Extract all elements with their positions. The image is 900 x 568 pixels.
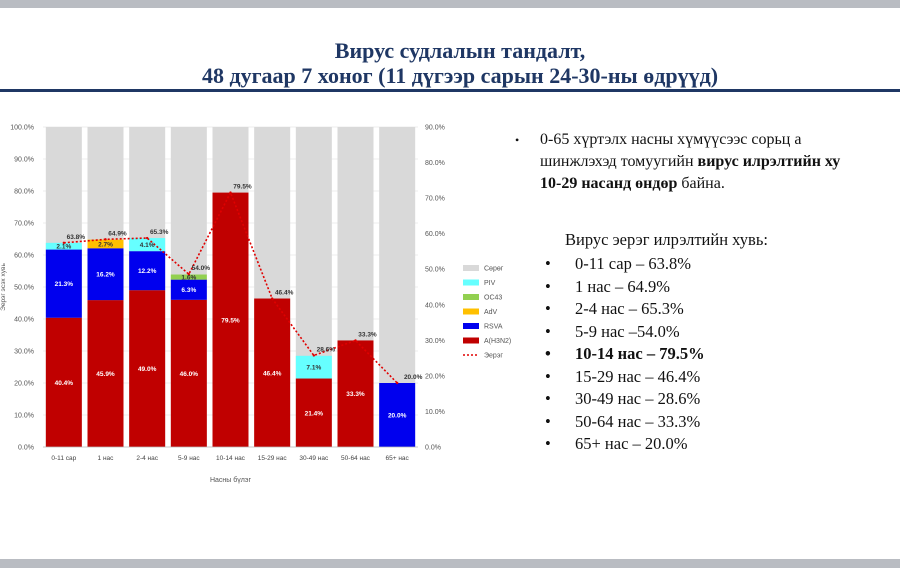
positivity-list-item	[545, 299, 705, 322]
list-bullet-mark: •	[545, 321, 551, 341]
positive-rate-label: 65.3%	[149, 229, 169, 237]
bar-data-label: 46.4%	[262, 370, 282, 378]
y-axis-left-tick-label: 100.0%	[10, 124, 34, 132]
chart-legend	[463, 265, 511, 360]
bar-data-label: 21.3%	[54, 281, 74, 289]
bar-data-label: 21.4%	[304, 410, 324, 418]
legend-swatch-oc43	[463, 294, 479, 300]
y-axis-left-tick-label: 80.0%	[14, 188, 34, 196]
legend-label: PIV	[484, 280, 496, 287]
y-axis-right-tick-label: 0.0%	[425, 444, 441, 452]
positivity-list-text: 30-49 нас – 28.6%	[575, 389, 701, 408]
y-axis-left-tick-label: 50.0%	[14, 284, 34, 292]
positivity-list-text: 0-11 сар – 63.8%	[575, 254, 691, 273]
y-axis-right-tick-label: 70.0%	[425, 195, 445, 203]
bottom-border-bar	[0, 559, 900, 568]
positivity-list-item	[545, 389, 705, 412]
positivity-list-text: 1 нас – 64.9%	[575, 276, 670, 296]
positive-rate-point	[146, 237, 148, 239]
positive-rate-label: 64.9%	[108, 230, 127, 238]
positivity-list-text: 65+ нас – 20.0%	[575, 434, 688, 453]
bar-data-label: 2.7%	[98, 241, 113, 249]
legend-swatch-piv	[463, 280, 479, 286]
positive-rate-point	[313, 354, 315, 356]
y-axis-right-tick-label: 80.0%	[425, 160, 445, 168]
list-bullet-mark: •	[545, 299, 551, 318]
y-axis-right-tick-label: 40.0%	[425, 302, 445, 310]
y-axis-left-tick-label: 40.0%	[14, 316, 34, 324]
bar-data-label: 46.0%	[179, 370, 199, 378]
x-axis-tick-label: 65+ нас	[385, 455, 409, 462]
list-bullet-mark: •	[545, 411, 551, 431]
x-axis-tick-label: 15-29 нас	[257, 455, 287, 462]
positivity-list-item	[545, 434, 705, 457]
y-axis-right-tick-label: 30.0%	[425, 337, 445, 345]
positive-rate-label: 54.0%	[191, 265, 211, 273]
virus-detection-chart	[0, 110, 512, 495]
bar-data-label: 49.0%	[137, 366, 157, 374]
bullet-mark: •	[515, 133, 520, 147]
positivity-list-item	[545, 277, 705, 300]
list-bullet-mark: •	[545, 276, 551, 296]
x-axis-tick-label: 30-49 нас	[299, 455, 329, 462]
summary-text	[540, 129, 840, 195]
positive-rate-point	[396, 382, 398, 384]
y-axis-left-tick-label: 20.0%	[14, 380, 34, 388]
list-bullet-mark: •	[545, 344, 551, 363]
y-axis-left-tick-label: 30.0%	[14, 348, 34, 356]
slide-title-line1: Вирус судлалын тандалт,	[334, 38, 586, 63]
list-bullet-mark: •	[545, 254, 551, 273]
positivity-list-text: 5-9 нас –54.0%	[575, 321, 680, 341]
legend-swatch-h3n2	[463, 338, 479, 344]
bar-data-label: 6.3%	[181, 287, 197, 295]
title-underline	[0, 89, 900, 92]
x-axis-title: Насны бүлэг	[209, 477, 252, 484]
list-bullet-mark: •	[545, 366, 551, 386]
legend-label: AdV	[484, 309, 498, 316]
legend-label: OC43	[484, 294, 503, 302]
summary-line-3b: байна.	[677, 175, 725, 192]
slide-title	[60, 38, 860, 88]
positive-rate-point	[354, 339, 356, 341]
chart-bars	[46, 127, 415, 447]
bar-data-label: 16.2%	[96, 271, 115, 279]
positivity-list-text: 10-14 нас – 79.5%	[575, 344, 705, 363]
bar-data-label: 45.9%	[96, 371, 115, 379]
y-axis-left-tick-label: 90.0%	[14, 156, 34, 164]
top-border-bar	[0, 0, 900, 8]
positivity-list-item	[545, 367, 705, 390]
bar-data-label: 4.1%	[139, 242, 155, 250]
y-axis-right-tick-label: 50.0%	[425, 266, 445, 274]
x-axis-tick-label: 0-11 сар	[51, 455, 77, 462]
y-axis-right-tick-label: 90.0%	[425, 124, 445, 132]
legend-label: Сөрөг	[484, 265, 504, 273]
positivity-list-heading: Вирус эерэг илрэлтийн хувь:	[565, 230, 768, 249]
bar-data-label: 33.3%	[346, 391, 365, 399]
positive-rate-point	[104, 238, 106, 240]
positivity-list-text: 2-4 нас – 65.3%	[575, 299, 684, 318]
bar-data-label: 20.0%	[387, 412, 407, 420]
positive-rate-label: 79.5%	[233, 183, 252, 191]
summary-line-1: 0-65 хүртэлх насны хүмүүсээс сорьц а	[540, 131, 802, 148]
legend-label: RSVA	[484, 323, 503, 331]
legend-label: Эерэг	[484, 352, 503, 360]
summary-line-3a: 10-29 насанд өндөр	[540, 175, 678, 192]
y-axis-left-tick-label: 0.0%	[18, 444, 34, 452]
x-axis-tick-label: 1 нас	[97, 455, 114, 462]
x-axis-tick-label: 5-9 нас	[178, 455, 200, 462]
positivity-list-item	[545, 344, 705, 367]
bar-data-label: 2.1%	[56, 243, 72, 251]
legend-label: A(H3N2)	[484, 338, 512, 345]
summary-line-2b: вирус илрэлтийн ху	[697, 153, 841, 170]
positive-rate-label: 33.3%	[358, 331, 377, 339]
y-axis-right-tick-label: 60.0%	[425, 231, 445, 239]
bar-data-label: 12.2%	[137, 268, 157, 276]
x-axis-tick-label: 10-14 нас	[216, 455, 245, 462]
list-bullet-mark: •	[545, 434, 551, 453]
summary-line-3	[540, 173, 840, 195]
y-axis-left-tick-label: 60.0%	[14, 252, 34, 260]
y-axis-right-tick-label: 20.0%	[425, 373, 445, 381]
legend-swatch-cereg	[463, 265, 479, 271]
positive-rate-label: 46.4%	[274, 289, 294, 297]
summary-bullet	[515, 129, 900, 199]
x-axis-tick-label: 2-4 нас	[136, 455, 158, 462]
y-axis-title: Эерэг эсэх хувь	[0, 263, 7, 311]
positive-rate-label: 20.0%	[403, 374, 423, 381]
bar-data-label: 79.5%	[221, 317, 240, 325]
summary-line-2	[540, 151, 840, 173]
list-bullet-mark: •	[545, 389, 551, 408]
positivity-list-text: 50-64 нас – 33.3%	[575, 411, 701, 431]
bar-data-label: 7.1%	[306, 364, 322, 372]
legend-swatch-rsva	[463, 323, 479, 329]
slide-title-line2: 48 дугаар 7 хоног (11 дүгээр сарын 24-30-ны өдрүүд)	[201, 63, 719, 88]
bar-data-label: 1.6%	[181, 274, 197, 282]
positive-rate-point	[229, 191, 231, 193]
positive-rate-label: 63.8%	[66, 233, 86, 241]
positivity-list-text: 15-29 нас – 46.4%	[575, 366, 701, 386]
positive-rate-point	[271, 297, 273, 299]
positive-rate-label: 28.6%	[316, 346, 336, 354]
y-axis-left-tick-label: 70.0%	[14, 220, 34, 228]
positivity-list	[545, 254, 705, 457]
x-axis-tick-label: 50-64 нас	[341, 455, 370, 462]
summary-line-2a: шинжлэхэд томуугийн	[540, 153, 698, 170]
legend-swatch-adv	[463, 309, 479, 315]
bar-data-label: 40.4%	[54, 379, 74, 387]
positivity-list-item	[545, 322, 705, 345]
y-axis-right-tick-label: 10.0%	[425, 408, 445, 416]
y-axis-left-tick-label: 10.0%	[14, 412, 34, 420]
positivity-list-item	[545, 254, 705, 277]
positivity-list-item	[545, 412, 705, 435]
